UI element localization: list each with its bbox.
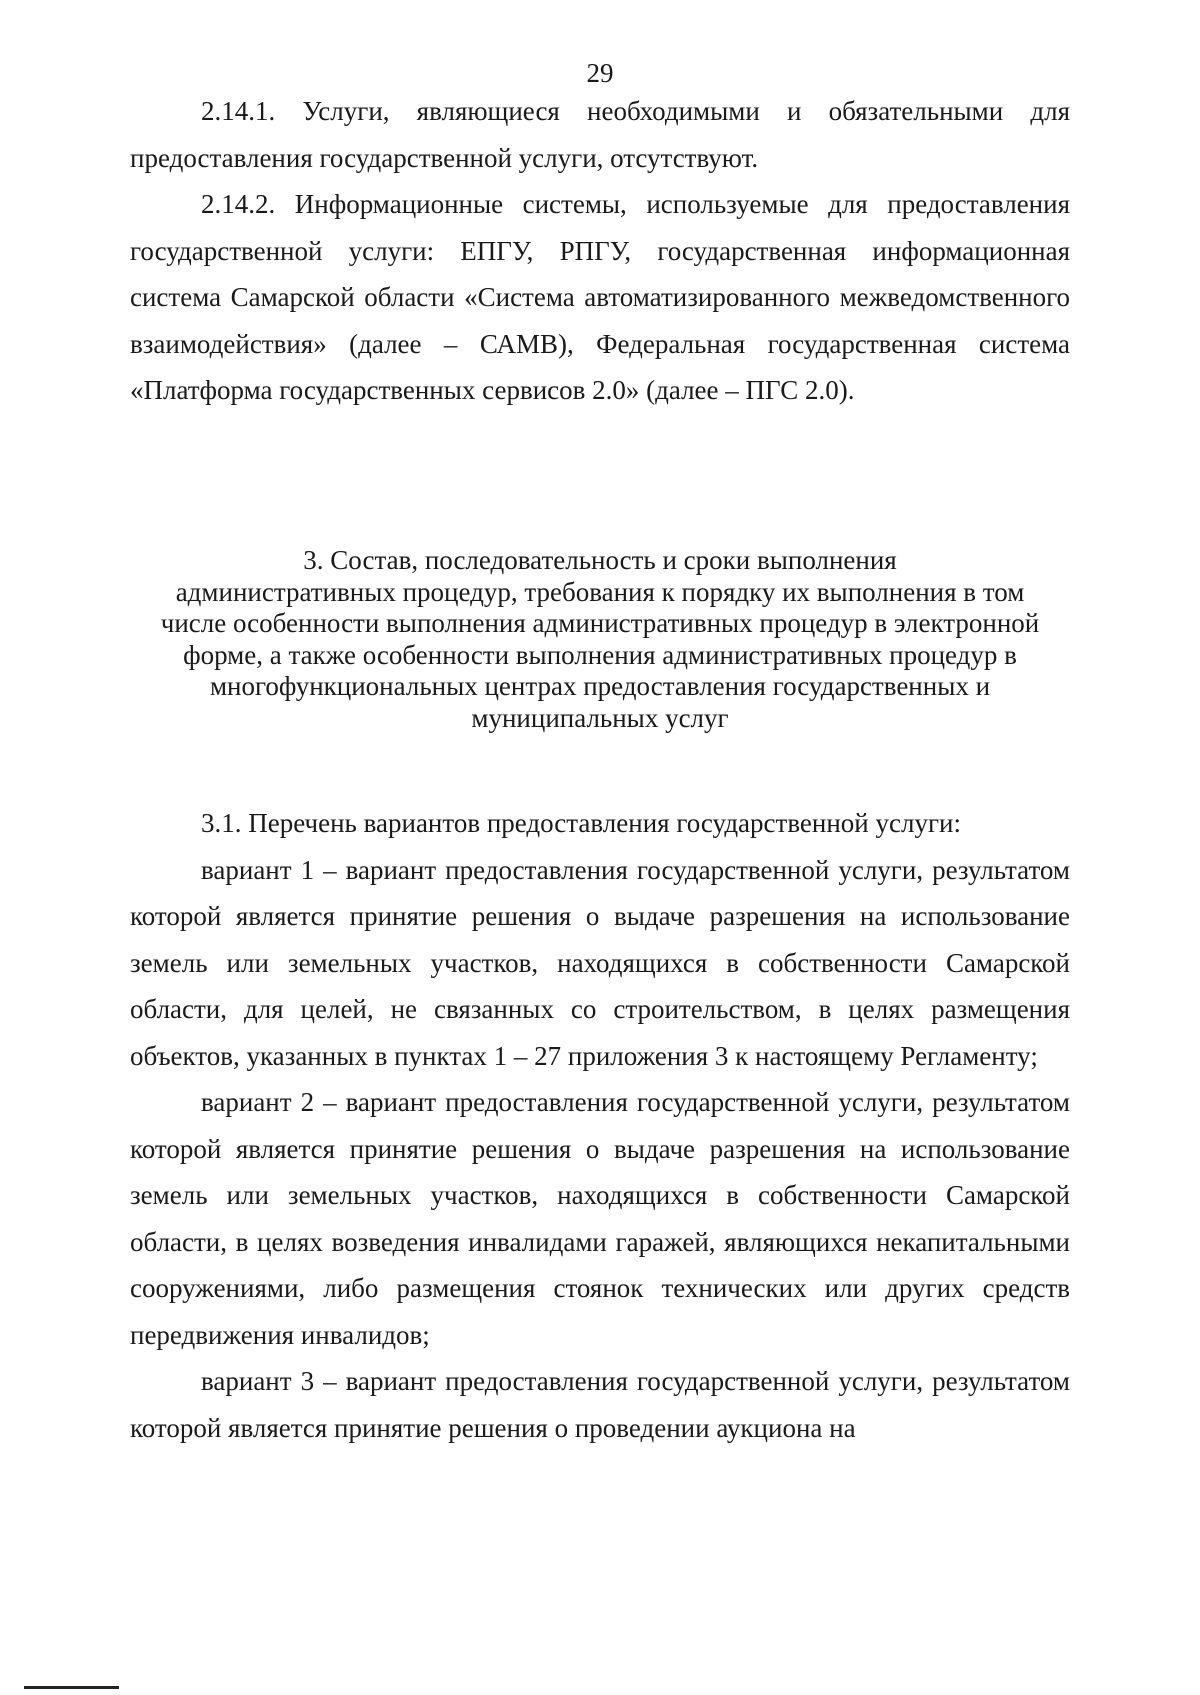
heading-line: административных процедур, требования к порядку их выполнения в том — [175, 576, 1025, 607]
paragraph-variant-3: вариант 3 – вариант предоставления государственной услуги, результатом которой является принятие решения о проведении аукциона на — [130, 1366, 1070, 1443]
paragraph-variant-1: вариант 1 – вариант предоставления государственной услуги, результатом которой является принятие решения о выдаче разрешения на использование земель или земельных участков, находящихся в собственности Самарской области, для целей, не связанных со строительством, в целях размещения объектов, указанных в пунктах 1 – 27 приложения 3 к настоящему Регламенту; — [130, 854, 1070, 1071]
page-number: 29 — [586, 58, 614, 88]
paragraph-variant-2: вариант 2 – вариант предоставления государственной услуги, результатом которой является принятие решения о выдаче разрешения на использование земель или земельных участков, находящихся в собственности Самарской области, в целях возведения инвалидами гаражей, являющихся некапитальными сооружениями, либо размещения стоянок технических или других средств передвижения инвалидов; — [130, 1087, 1070, 1350]
paragraph-2-14-1: 2.14.1. Услуги, являющиеся необходимыми и обязательными для предоставления государственной услуги, отсутствуют. — [130, 96, 1070, 173]
paragraph-3-1: 3.1. Перечень вариантов предоставления государственной услуги: — [201, 808, 961, 838]
scan-edge-mark — [24, 1686, 119, 1689]
heading-line: многофункциональных центрах предоставления государственных и — [209, 671, 991, 701]
paragraph-2-14-2: 2.14.2. Информационные системы, используемые для предоставления государственной услуги: ЕПГУ, РПГУ, государственная информационная система Самарской области «Система автоматизированного межведомственного взаимодействия» (далее – САМВ), Федеральная государственная система «Платформа государственных сервисов 2.0» (далее – ПГС 2.0). — [130, 189, 1070, 405]
section-2-14-text — [130, 88, 1070, 414]
section-3-heading — [130, 545, 1070, 734]
heading-line: 3. Состав, последовательность и сроки выполнения — [303, 545, 897, 575]
section-3-1-text — [130, 800, 1070, 1451]
heading-line: муниципальных услуг — [471, 702, 729, 733]
heading-line: числе особенности выполнения административных процедур в электронной — [160, 608, 1040, 638]
heading-line: форме, а также особенности выполнения административных процедур в — [183, 639, 1017, 670]
